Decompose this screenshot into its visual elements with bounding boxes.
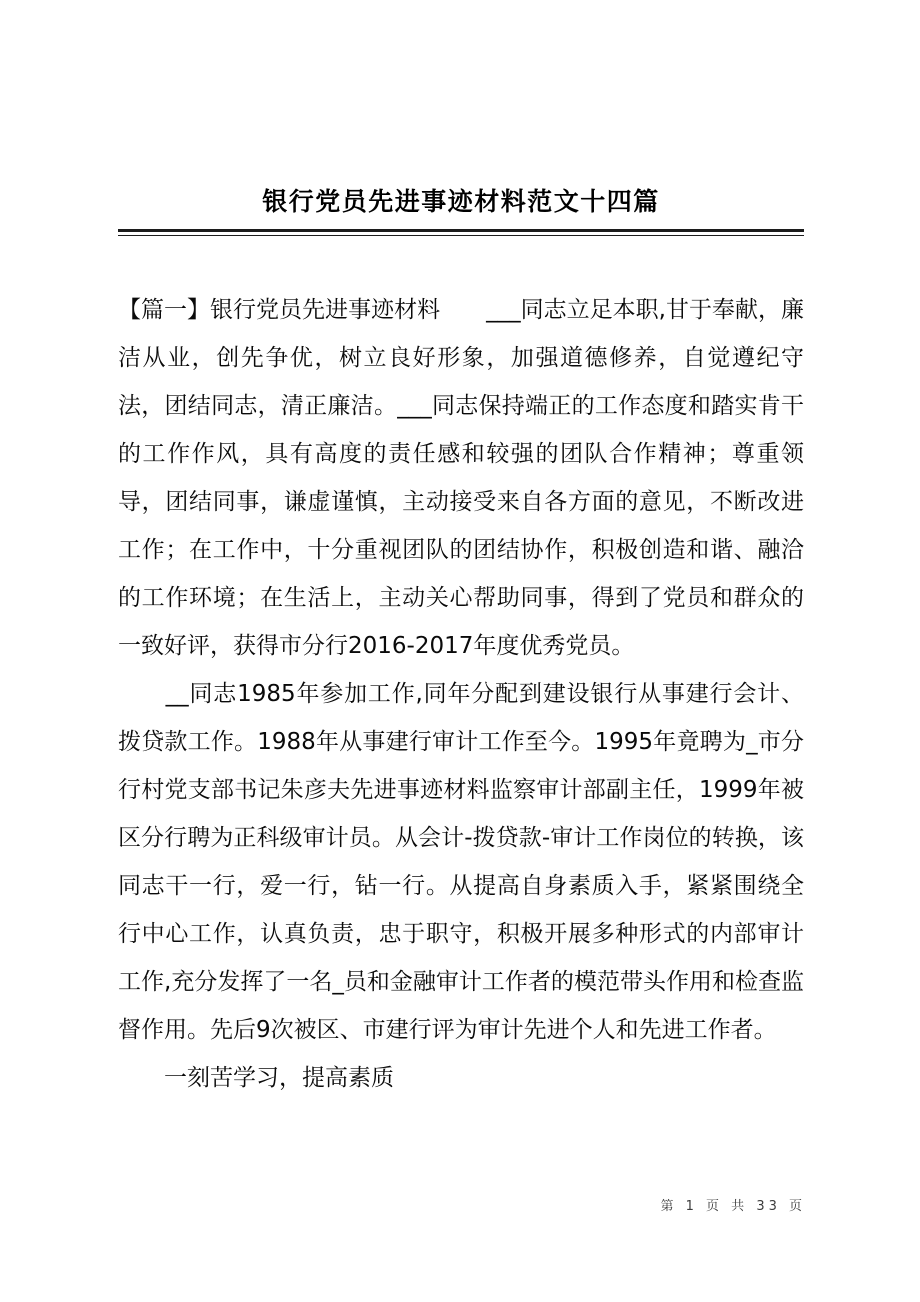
paragraph: 一刻苦学习，提高素质 [118,1065,394,1091]
page-number: 第 1 页 共 33 页 [660,1199,806,1214]
title-divider [118,229,804,236]
page-title: 银行党员先进事迹材料范文十四篇 [262,187,660,216]
document-body [118,286,804,1102]
paragraph: 【篇一】银行党员先进事迹材料 ___同志立足本职,甘于奉献，廉洁从业，创先争优，树立良好形象，加强道德修养，自觉遵纪守法，团结同志，清正廉洁。___同志保持端正的工作态度和踏实肯干的工作作风，具有高度的责任感和较强的团队合作精神；尊重领导，团结同事，谦虚谨慎，主动接受来自各方面的意见，不断改进工作；在工作中，十分重视团队的团结协作，积极创造和谐、融洽的工作环境；在生活上，主动关心帮助同事，得到了党员和群众的一致好评，获得市分行2016-2017年度优秀党员。 [118,297,804,659]
paragraph: __同志1985年参加工作,同年分配到建设银行从事建行会计、拨贷款工作。1988年从事建行审计工作至今。1995年竟聘为_市分行村党支部书记朱彦夫先进事迹材料监察审计部副主任，1999年被区分行聘为正科级审计员。从会计-拨贷款-审计工作岗位的转换，该同志干一行，爱一行，钻一行。从提高自身素质入手，紧紧围绕全行中心工作，认真负责，忠于职守，积极开展多种形式的内部审计工作,充分发挥了一名_员和金融审计工作者的模范带头作用和检查监督作用。先后9次被区、市建行评为审计先进个人和先进工作者。 [118,681,804,1043]
page-content [0,182,920,1102]
